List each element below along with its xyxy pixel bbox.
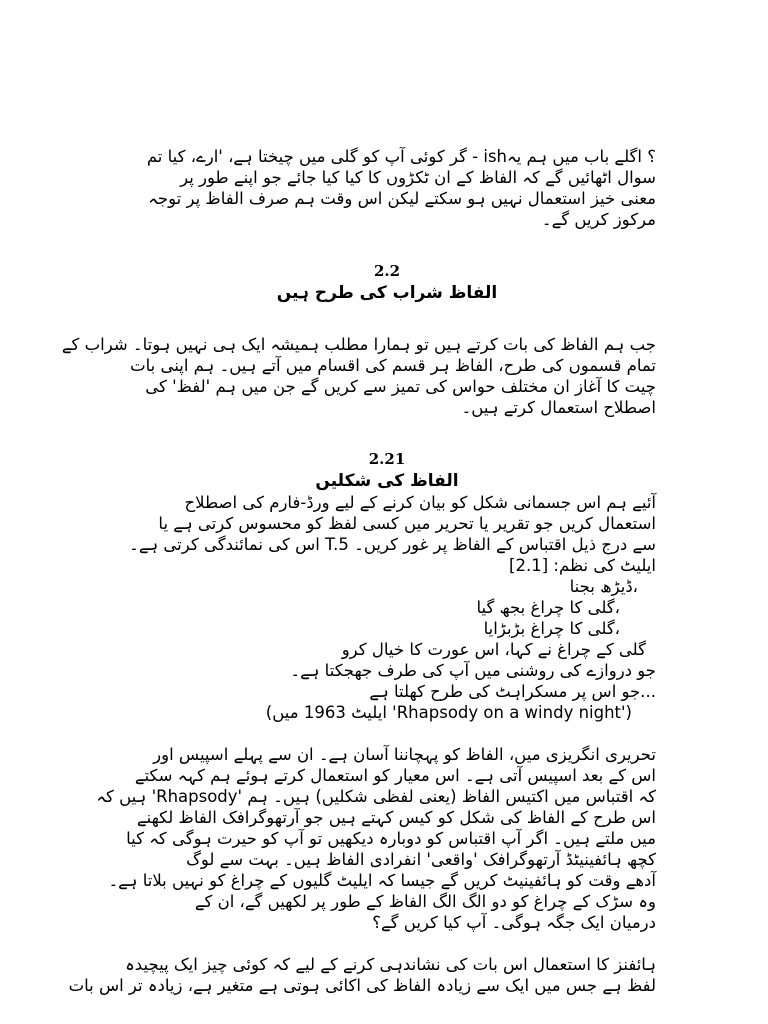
text-line: کہ اقتباس میں اکتیس الفاظ (یعنی لفظی شکلیں) ہیں۔ ہم 'Rhapsody' ہیں کہ [96,787,656,806]
poem-line: ،گلی کا چراغ بجھ گیا [476,598,620,617]
text-line: معنی خیز استعمال نہیں ہو سکتے لیکن اس وقت ہم صرف الفاظ پر توجہ [148,189,656,208]
spacer [118,304,656,334]
text-line: درمیان ایک جگہ ہوگی۔ آپ کیا کریں گے؟ [372,913,656,932]
poem-line: جو دروازے کی روشنی میں آپ کی طرف جھجکتا ہے۔ [290,661,656,680]
poem-quotation [118,576,656,723]
text-line: ہائفنز کا استعمال اس بات کی نشاندہی کرنے کے لیے کہ کوئی چیز ایک پیچیدہ [125,955,656,974]
poem-line: ،ڈیڑھ بجنا [569,577,638,596]
intro-paragraph [118,146,656,230]
text-line: کچھ ہائفینیٹڈ آرتھوگرافک 'واقعی' انفرادی الفاظ ہیں۔ بہت سے لوگ [186,850,656,869]
text-line: تمام قسموں کی طرح، الفاظ ہر قسم کی اقسام میں آتے ہیں۔ ہم اپنی بات [130,356,656,375]
text-line: آدھے وقت کو ہائفینیٹ کریں گے جیسا کہ ایلیٹ گلیوں کے چراغ کو نہیں بلاتا ہے۔ [108,871,656,890]
text-line: اس طرح کے الفاظ کی شکل کو کیس کہتے ہیں جو آرتھوگرافک الفاظ لکھنے [136,808,656,827]
poem-line: ...جو اس پر مسکراہٹ کی طرح کھلتا ہے [369,682,656,701]
text-line: تحریری انگریزی میں، الفاظ کو پہچاننا آسان ہے۔ ان سے پہلے اسپیس اور [153,745,656,764]
text-line: ؟ اگلے باب میں ہم یہish - گر کوئی آپ کو گلی میں چیختا ہے، 'ارے، کیا تم [146,147,656,166]
section-heading-2-21 [118,448,656,492]
text-line: چیت کا آغاز ان مختلف حواس کی تمیز سے کریں گے جن میں ہم 'لفظ' کی [145,377,656,396]
section-title: الفاظ کی شکلیں [315,471,459,491]
text-line: اصطلاح استعمال کرتے ہیں۔ [461,398,656,417]
spacer [118,933,656,954]
text-line: سوال اٹھائیں گے کہ الفاظ کے ان ٹکڑوں کا کیا کیا جائے جو اپنے طور پر [180,168,656,187]
spacer [118,723,656,744]
spacer [118,230,656,260]
hyphen-paragraph [68,954,656,996]
section-heading-2-2 [118,260,656,304]
text-line: لفظ ہے جس میں ایک سے زیادہ الفاظ کی اکائی ہوتی ہے متغیر ہے، زیادہ تر اس بات [68,976,656,995]
text-line: اس کے بعد اسپیس آتی ہے۔ اس معیار کو استعمال کرتے ہوئے ہم کہہ سکتے [134,766,656,785]
text-line: سے درج ذیل اقتباس کے الفاظ پر غور کریں۔ T.5 اس کی نمائندگی کرتی ہے۔ [129,535,656,554]
text-line: ایلیٹ کی نظم: [2.1] [509,556,656,575]
poem-line: گلی کے چراغ نے کہا، اس عورت کا خیال کرو [341,640,646,659]
poem-line: ،گلی کا چراغ بڑبڑایا [483,619,620,638]
text-line: جب ہم الفاظ کی بات کرتے ہیں تو ہمارا مطلب ہمیشہ ایک ہی نہیں ہوتا۔ شراب کے [61,335,656,354]
orthographic-paragraph [96,744,656,933]
word-forms-paragraph [118,492,656,576]
text-line: میں ملتے ہیں۔ اگر آپ اقتباس کو دوبارہ دیکھیں تو آپ کو حیرت ہوگی کہ کیا [126,829,656,848]
text-line: آئیے ہم اس جسمانی شکل کو بیان کرنے کے لیے ورڈ-فارم کی اصطلاح [184,493,656,512]
section-number: 2.2 [373,262,401,280]
document-page [61,146,656,996]
spacer [118,418,656,448]
text-line: استعمال کریں جو تقریر یا تحریر میں کسی لفظ کو محسوس کرتی ہے یا [158,514,656,533]
poem-citation: ('Rhapsody on a windy night' ایلیٹ 1963 میں) [265,703,632,722]
text-line: مرکوز کریں گے۔ [541,210,656,229]
section-title: الفاظ شراب کی طرح ہیں [276,283,498,303]
text-line: وہ سڑک کے چراغ کو دو الگ الگ الفاظ کے طور پر لکھیں گے، ان کے [194,892,656,911]
section-number: 2.21 [368,450,406,468]
wine-paragraph [61,334,656,418]
